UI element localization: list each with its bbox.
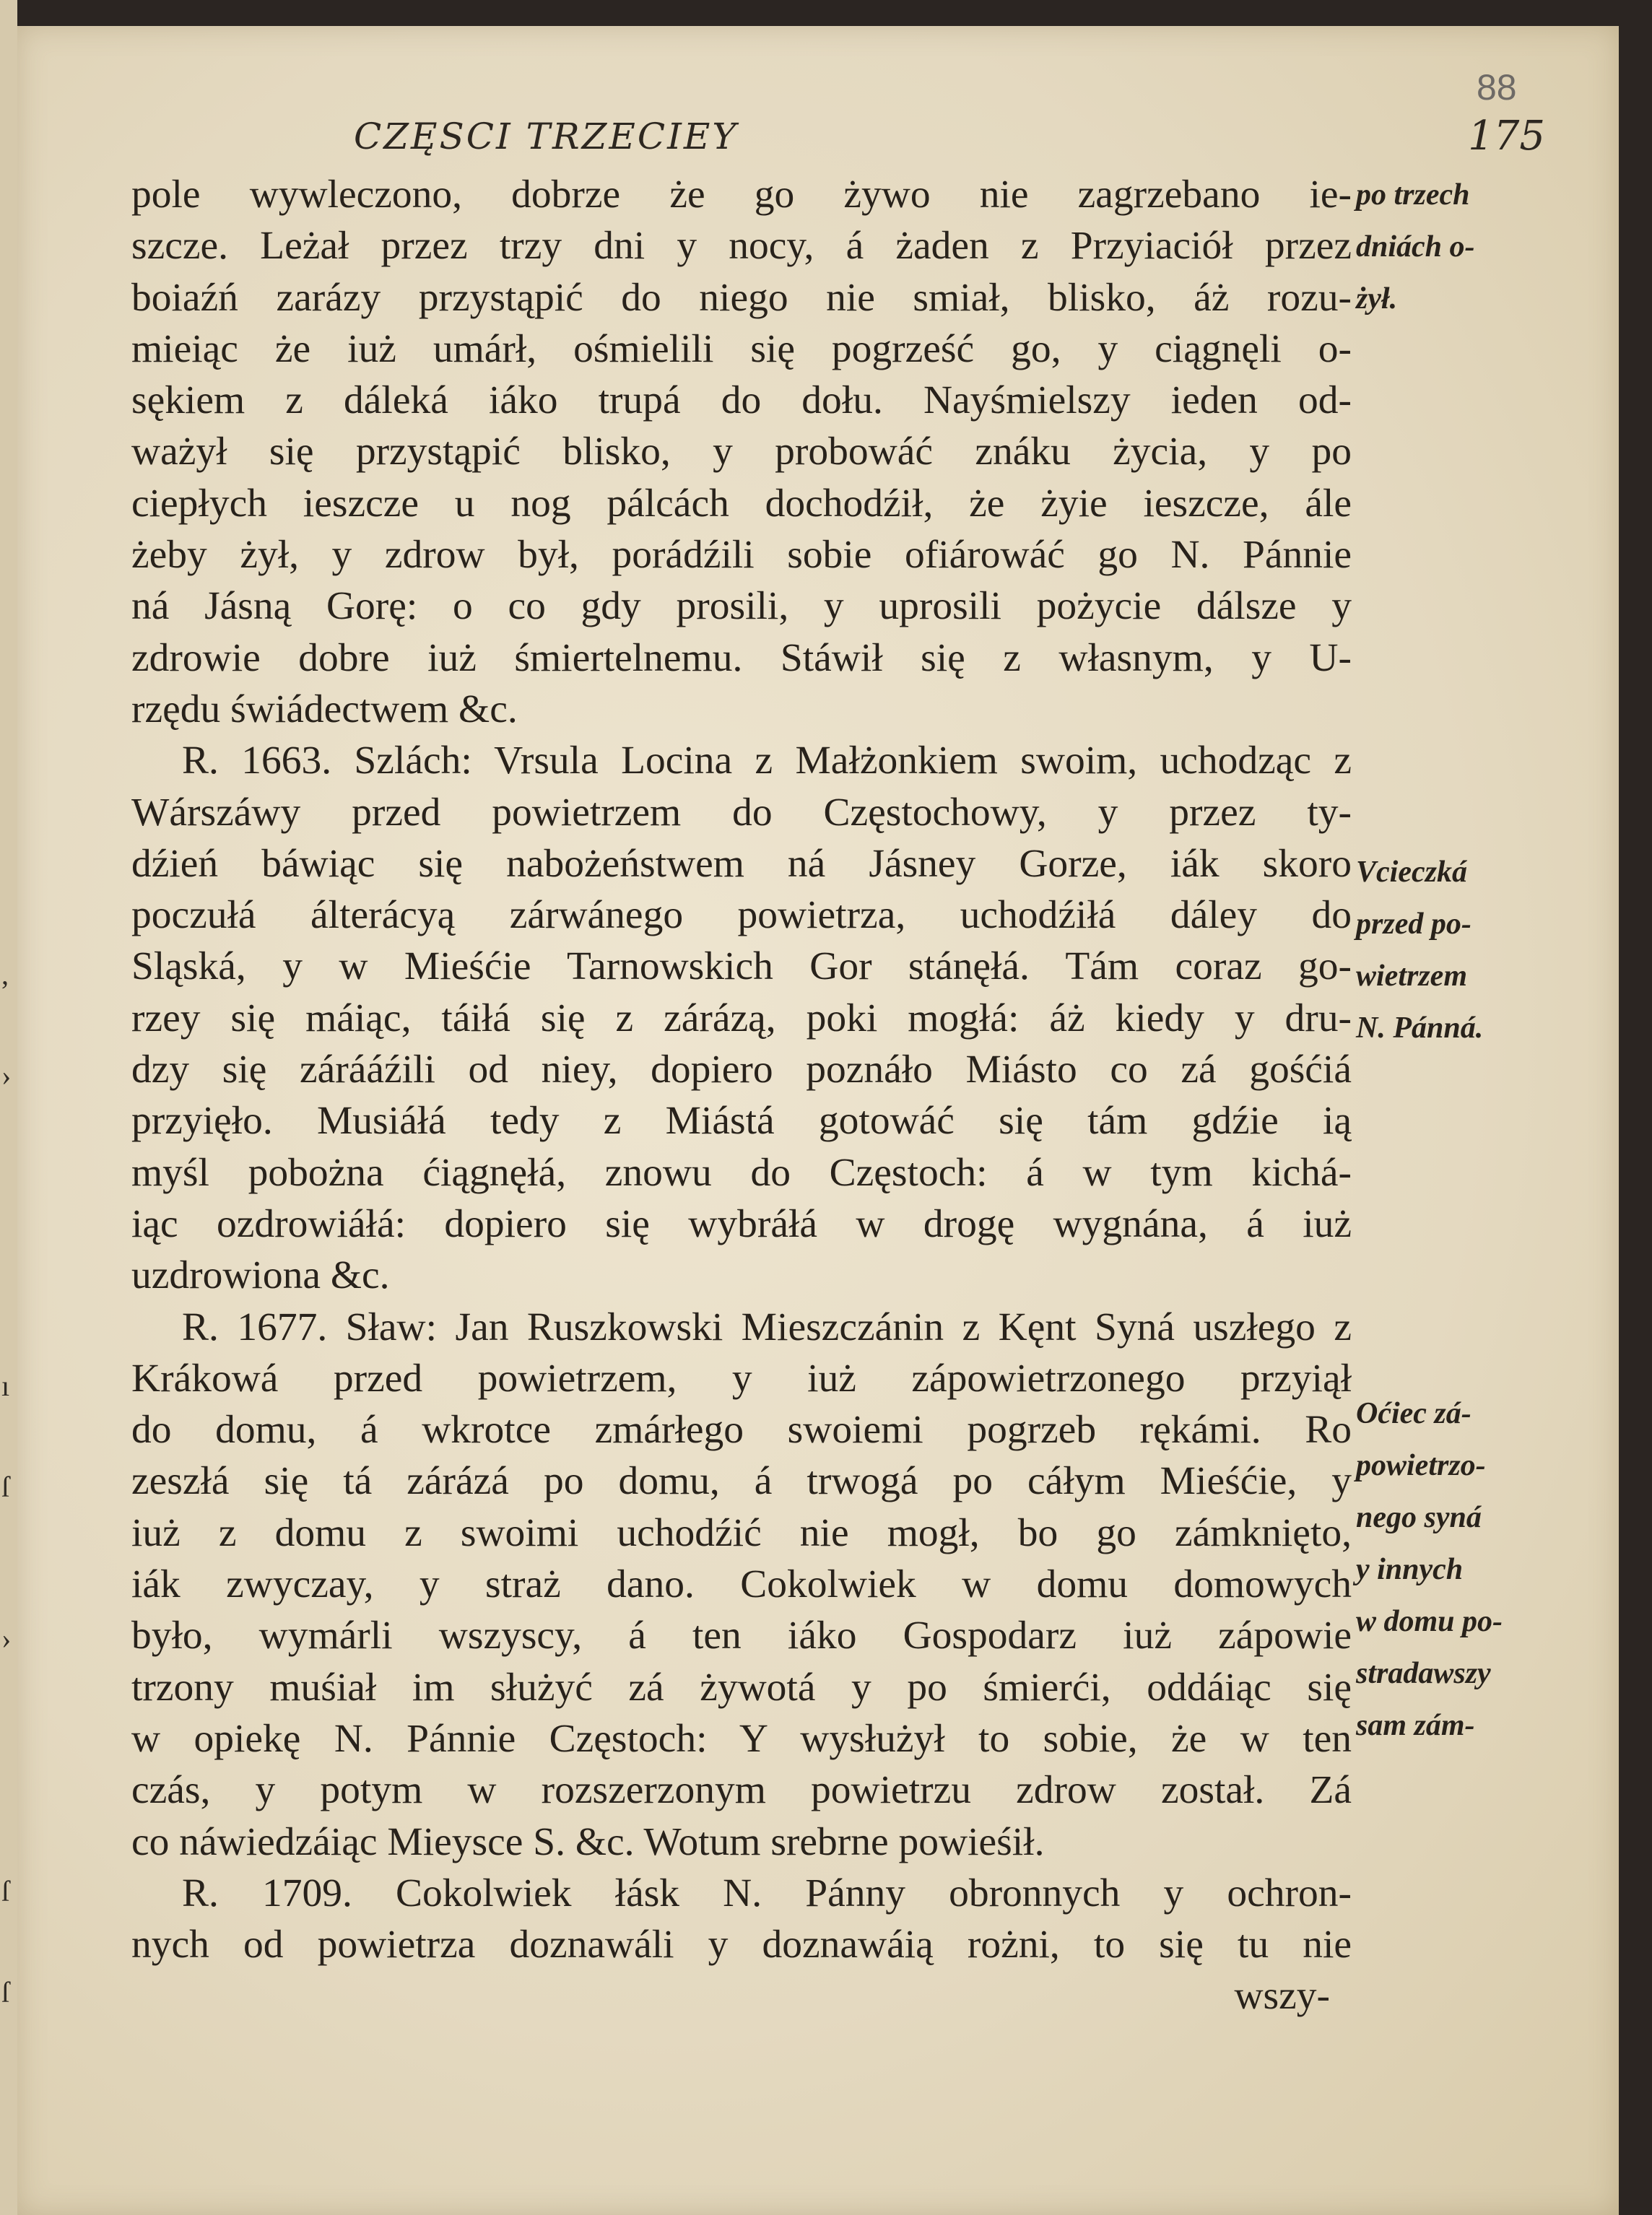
margin-note-line: Vcieczká [1356,856,1467,889]
paragraph-1709-start: R. 1709. Cokolwiek łásk N. Pánny obronnych y ochron- [182,1871,1352,1915]
text-line: żeby żył, y zdrow był, porádźili sobie ofiárowáć go N. Pánnie [131,533,1352,578]
text-line: Sląská, y w Mieśćie Tarnowskich Gor stánęłá. Tám coraz go- [131,944,1352,989]
text-line: iąc ozdrowiáłá: dopiero się wybráłá w drogę wygnána, á iuż [131,1201,1352,1246]
pencil-folio-number: 88 [1477,67,1517,108]
text-line: trzony muśiał im służyć zá żywotá y po śmierći, oddáiąc się [131,1665,1352,1710]
text-line: rzey się máiąc, táiłá się z zárázą, poki mogłá: áż kiedy y dru- [131,996,1352,1040]
text-line: pole wywleczono, dobrze że go żywo nie zagrzebano ie- [131,173,1352,217]
text-line: ciepłych ieszcze u nog pálcách dochodźił, że żyie ieszcze, ále [131,481,1352,526]
margin-note-line: po trzech [1356,178,1470,212]
margin-note-line: przed po- [1356,908,1471,941]
paragraph-1677-start: R. 1677. Sław: Jan Ruszkowski Mieszczánin z Kęnt Syná uszłego z [182,1305,1352,1349]
text-line: mieiąc że iuż umárł, ośmielili się pogrześć go, y ciągnęli o- [131,326,1352,371]
text-line: poczułá álterácyą zárwánego powietrza, uchodźiłá dáley do [131,893,1352,938]
margin-note-line: żył. [1356,282,1398,316]
text-line: sękiem z dáleká iáko trupá do dołu. Nayśmielszy ieden od- [131,378,1352,423]
text-line: ná Jásną Gorę: o co gdy prosili, y uprosili pożycie dálsze y [131,584,1352,629]
text-line: zeszłá się tá zárázá po domu, á trwogá po cáłym Mieśćie, y [131,1459,1352,1504]
text-line: iuż z domu z swoimi uchodźić nie mogł, bo go zámknięto, [131,1510,1352,1555]
body-text [131,169,1352,2022]
paragraph-1663-start: R. 1663. Szlách: Vrsula Locina z Małżonkiem swoim, uchodząc z [182,739,1352,783]
text-line: było, wymárli wszyscy, á ten iáko Gospodarz iuż zápowie [131,1614,1352,1658]
margin-note-line: Oćiec zá- [1356,1397,1471,1430]
margin-note-line: dniách o- [1356,230,1475,264]
text-line: dzy się zárááźili od niey, dopiero poznáło Miásto co zá gośćiá [131,1048,1352,1092]
text-line: ważył się przystąpić blisko, y probowáć znáku życia, y po [131,430,1352,474]
page-number: 175 [1468,113,1545,160]
margin-note-line: powietrzo- [1356,1449,1486,1482]
margin-note-line: y innych [1356,1553,1464,1586]
text-line: w opiekę N. Pánnie Częstoch: Y wysłużył to sobie, że w ten [131,1716,1352,1761]
text-line: boiaźń zarázy przystąpić do niego nie smiał, blisko, áż rozu- [131,275,1352,320]
margin-note-line: wietrzem [1356,959,1467,993]
text-line: przyięło. Musiáłá tedy z Miástá gotowáć się tám gdźie ią [131,1099,1352,1144]
text-line: rzędu świádectwem &c. [131,687,518,731]
running-head: CZĘSCI TRZECIEY [354,116,739,157]
margin-note-line: sam zám- [1356,1709,1475,1742]
margin-note-line: N. Pánná. [1356,1011,1484,1045]
text-line: zdrowie dobre iuż śmiertelnemu. Stáwił się z własnym, y U- [131,635,1352,680]
text-line: szcze. Leżał przez trzy dni y nocy, á żaden z Przyiaciół przez [131,224,1352,269]
text-line: nych od powietrza doznawáli y doznawáią rożni, to się tu nie [131,1923,1352,1967]
text-line: Krákowá przed powietrzem, y iuż zápowietrzonego przyiął [131,1356,1352,1401]
text-line: myśl pobożna ćiągnęłá, znowu do Częstoch: á w tym kichá- [131,1150,1352,1195]
page-header [137,113,1545,166]
previous-page-edge: , › ı ſ › ſ ſ [0,0,17,2215]
margin-note-line: w domu po- [1356,1605,1503,1638]
margin-note-line: stradawszy [1356,1657,1491,1690]
catchword: wszy- [1234,1974,1330,2019]
text-line: uzdrowiona &c. [131,1253,390,1298]
text-line: co náwiedzáiąc Mieysce S. &c. Wotum srebrne powieśił. [131,1819,1045,1864]
text-line: do domu, á wkrotce zmárłego swoiemi pogrzeb rękámi. Ro [131,1408,1352,1453]
text-line: dźień báwiąc się nabożeństwem ná Jásney Gorze, iák skoro [131,841,1352,886]
text-line: Wárszáwy przed powietrzem do Częstochowy, y przez ty- [131,790,1352,835]
margin-note-line: nego syná [1356,1501,1482,1534]
text-line: iák zwyczay, y straż dano. Cokolwiek w domu domowych [131,1562,1352,1607]
text-line: czás, y potym w rozszerzonym powietrzu zdrow został. Zá [131,1768,1352,1813]
